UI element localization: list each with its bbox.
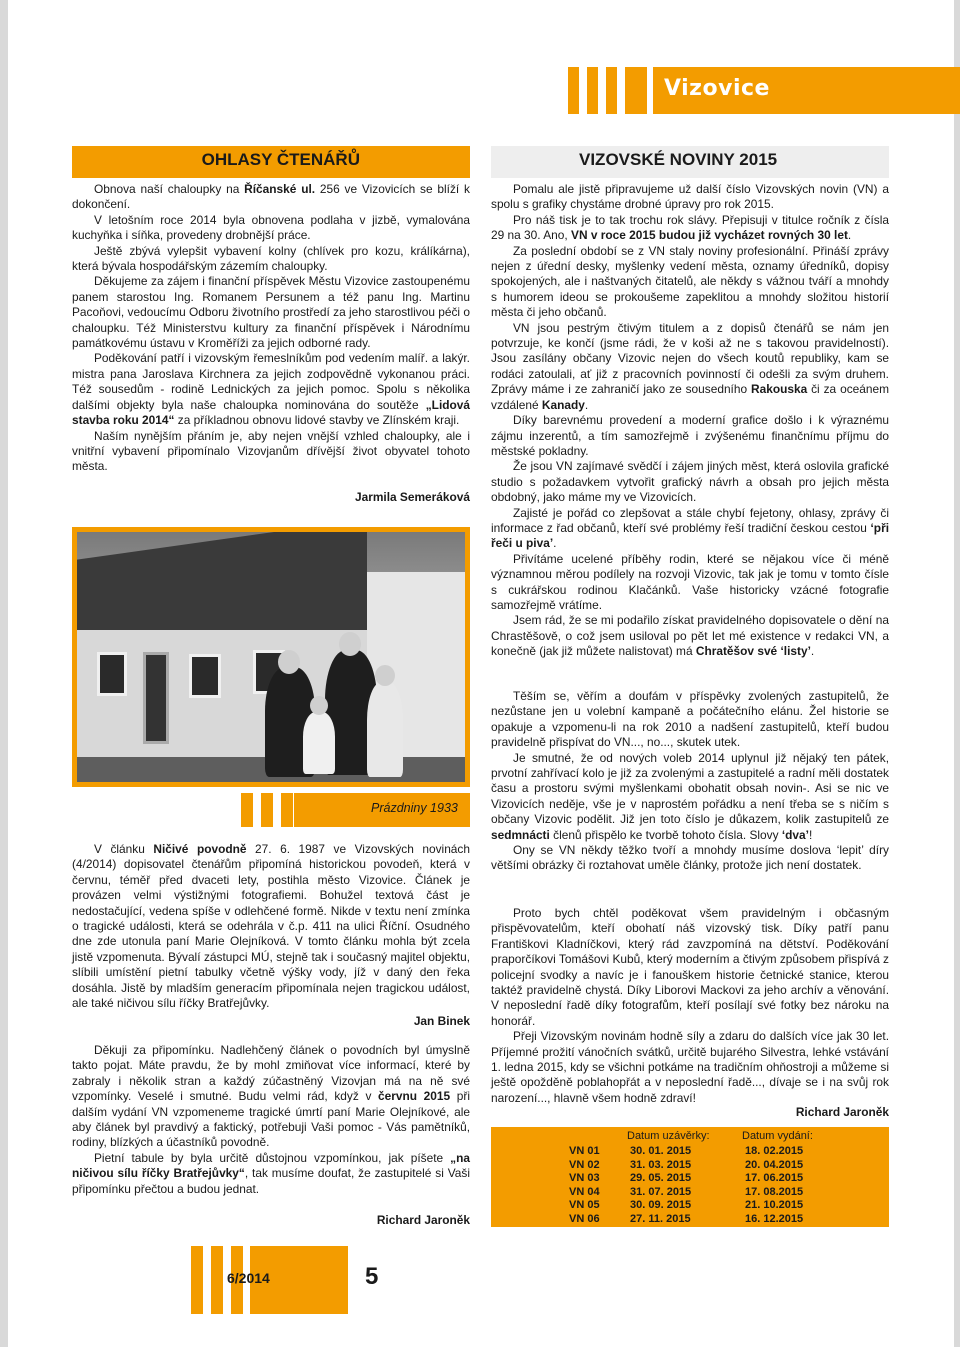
- paragraph: [491, 244, 889, 321]
- left-signature: Jarmila Semeráková: [354, 490, 470, 504]
- paragraph-text: Děkuji za připomínku. Nadlehčený článek o povodních byl úmyslně takto pojat. Máte pravdu, že by mohl zmiňovat více informací, které by zabraly i několik stran a každý zúčastněný Vizovjan má na ně své vzpomínky. Veselé i smutné. Budu velmi rád, když v: [72, 1043, 470, 1104]
- paragraph: [491, 459, 889, 505]
- photo-frame: [72, 527, 470, 787]
- paragraph-text: !: [808, 827, 813, 842]
- left-article-flood: [72, 842, 470, 1011]
- paragraph-text: Je smutné, že od nových voleb 2014 uplynul již nějaký ten pátek, prvotní zahřívací kolo je již za zvolenými a zastupitelé a radní měli dostatek času a prostoru svými myšlenkami obohatit obsah novin-. Asi se nic ve Vizovicích neděje, vše je v naprostém pořádku a není třeba se s ničím s občany Vizovic podělit. Již jen toto číslo je důkazem, kolik zastupitelů ze: [491, 750, 889, 827]
- schedule-release: 17. 08.2015: [745, 1185, 804, 1198]
- schedule-deadline: 31. 07. 2015: [630, 1185, 692, 1198]
- paragraph-text: .: [810, 644, 815, 659]
- paragraph: [491, 213, 889, 244]
- schedule-release: 18. 02.2015: [745, 1145, 804, 1157]
- paragraph-text: Zajisté je pořád co zlepšovat a stále chybí fejetony, ohlasy, zprávy či informace z řad občanů, kteří své problémy řeší tradiční českou cestou: [491, 505, 889, 535]
- schedule-row: [491, 1213, 889, 1227]
- schedule-release: 17. 06.2015: [745, 1172, 804, 1185]
- schedule-deadline: 31. 03. 2015: [630, 1158, 692, 1171]
- paragraph-text: VN jsou pestrým čtivým titulem a z dopisů čtenářů se nám jen potvrzuje, ke končí (jsme rádi, že v koši až ne s takovou pravidelností). Jsou zasílány občany Vizovic nejen do všech koutů republiky, kam se rodáci zatoulali, ať již z pracovních povinností či odešli za svým druhem. Zprávy máme i ze zahraničí jako ze sousedního: [491, 320, 889, 397]
- paragraph-text: Obnova naší chaloupky na: [94, 182, 245, 196]
- right-article-part1: [491, 182, 889, 660]
- paragraph-text: 27. 6. 1987 ve Vizovských novinách (4/2014) dopisovatel čtenářům připomíná historickou povodeň, která v červnu, téměř před dvaceti lety, postihla město Vizovice. Článek je provázen velmi výstižnými fotografiemi. Bohužel textová část je nedostačující, vedena spíše v odlehčené formě. Nikde v textu není zmínka o tragické události, která se odehrála v č.p. 411 na ulici Říční. Osudného dne zde utonula paní Marie Olejníková. V tomto článku mohla být zcela jistě vzpomenuta. Bývalí zástupci MÚ, stejně tak i současný majitel objektu, slíbili umístění pietní tabulky včetně výšky vody, jíž v daný den řeka dosáhla. Jistě by mladším generacím připomínala nejen tragickou událost, ale také ničivou sílu říčky Bratřejůvky.: [72, 842, 470, 1011]
- paragraph-text: Ještě zbývá vylepšit vybavení kolny (chlívek pro kozu, králíkárna), která bývala hospodářským zázemím chaloupky.: [72, 243, 470, 274]
- schedule-row: [491, 1145, 889, 1159]
- emphasis-text: „na ničivou sílu říčky Bratřejůvky“: [72, 1150, 470, 1181]
- page-number: 5: [365, 1263, 379, 1290]
- header-title: Vizovice: [664, 76, 770, 101]
- paragraph: [491, 1029, 889, 1106]
- paragraph: [491, 321, 889, 413]
- emphasis-text: Rakouska: [751, 382, 808, 397]
- right-section-heading: [491, 146, 889, 178]
- schedule-row: [491, 1159, 889, 1173]
- schedule-header-deadline: Datum uzávěrky:: [627, 1130, 710, 1142]
- paragraph: [72, 182, 470, 213]
- issue-number: 6/2014: [227, 1270, 270, 1286]
- paragraph-text: Pomalu ale jistě připravujeme už další číslo Vizovských novin (VN) a spolu s grafiky chystáme drobné úpravy pro rok 2015.: [491, 182, 889, 212]
- emphasis-text: Chratěšov své ‘listy’: [695, 644, 811, 659]
- paragraph: [72, 213, 470, 244]
- paragraph: [72, 1043, 470, 1151]
- paragraph-text: Děkujeme za zájem i finanční příspěvek Městu Vizovice zastoupenému panem starostou Ing. Romanem Persunem a též panu Ing. Martinu Pacoňovi, vedoucímu Odboru životního prostředí za jeho starostlivou péči o chaloupku. Též Ministerstvu kultury za finanční příspěvek i Národnímu památkovému ústavu v Kroměříži za jejich odborné rady.: [72, 274, 470, 351]
- right-signature: Richard Jaroněk: [795, 1105, 889, 1119]
- schedule-id: VN 01: [569, 1145, 600, 1157]
- paragraph: [491, 506, 889, 552]
- emphasis-text: Ničivé povodně: [153, 842, 247, 856]
- emphasis-text: Kanady: [541, 397, 585, 412]
- emphasis-text: „Lidová stavba roku 2014“: [72, 397, 470, 428]
- schedule-deadline: 29. 05. 2015: [630, 1172, 692, 1185]
- paragraph-text: V letošním roce 2014 byla obnovena podlaha v jizbě, vymalována kuchyňka i síňka, provedeny drobnější práce.: [72, 212, 470, 243]
- paragraph-text: .: [584, 397, 589, 412]
- paragraph-text: při dalším vydání VN vzpomeneme tragické úmrtí paní Marie Olejníkové, ale aby článek byl pravdivý a faktický, potřebuji Vaši pomoc - Vás pamětníků, rodiny, blízkých a účastníků povodně.: [72, 1089, 470, 1150]
- paragraph: [72, 351, 470, 428]
- release-schedule: [491, 1127, 889, 1227]
- paragraph: [491, 751, 889, 843]
- paragraph: [72, 429, 470, 475]
- left-section-title: OHLASY ČTENÁŘŮ: [201, 150, 360, 169]
- paragraph-text: V článku: [94, 842, 154, 856]
- paragraph-text: Pietní tabule by byla určitě důstojnou vzpomínkou, jak píšete: [94, 1150, 451, 1165]
- paragraph-text: 256 ve Vizovicích se blíží k dokončení.: [72, 182, 470, 212]
- paragraph-text: Proto bych chtěl poděkovat všem pravidelným i občasným přispěvovatelům, kteří obohatí náš vizovský tisk. Díky patří panu Františkovi Kladníčkovi, který rád zavzpomíná na dětství. Poděkování praporčíkovi Tomášovi Kubů, který moderním a čtivým způsobem přispívá z policejní svodky a navíc je i fanouškem historie četnické stanice, kterou taktéž pravidelně chystá. Díky Liborovi Mackovi za jeho archív a věnování. V neposlední řadě díky fotografům, kteří posílají své fotky bez nároku na honorář.: [491, 906, 889, 1028]
- right-article-part2: [491, 689, 889, 874]
- paragraph-text: Ony se VN někdy těžko tvoří a mnohdy musíme doslova ‘lepit’ díry většími obrázky či roztahovat uměle články, protože jich není dostatek.: [491, 843, 889, 873]
- schedule-id: VN 02: [569, 1158, 600, 1171]
- emphasis-text: sedmnácti: [491, 827, 550, 842]
- paragraph: [491, 843, 889, 874]
- schedule-id: VN 04: [569, 1185, 600, 1198]
- paragraph-text: Jsem rád, že se mi podařilo získat pravidelného dopisovatele o dění na Chrastěšově, o což jsem usiloval po pět let mé existence v redakci VN, a konečně (jak již můžete nalistovat) má: [491, 613, 889, 659]
- schedule-row: [491, 1199, 889, 1213]
- left-section-heading: [72, 146, 470, 178]
- schedule-id: VN 06: [569, 1213, 600, 1225]
- left-signature-2: Jan Binek: [413, 1014, 470, 1028]
- paragraph-text: Těším se, věřím a doufám v příspěvky zvolených zastupitelů, že nezůstane jen u volební kampaně a počátečního elánu. Žel historie se opakuje a vzpomenu-li na rok 2010 a nadšení zastupitelů, kteří budou pravidelně přispívat do VN..., no..., skutek utek.: [491, 689, 889, 750]
- left-article-letters: [72, 182, 470, 475]
- schedule-release: 20. 04.2015: [745, 1158, 804, 1171]
- paragraph: [491, 413, 889, 459]
- paragraph: [491, 613, 889, 659]
- schedule-row: [491, 1172, 889, 1186]
- emphasis-text: červnu 2015: [378, 1089, 451, 1104]
- paragraph-text: za příkladnou obnovu lidové stavby ve Zlínském kraji.: [174, 413, 460, 428]
- paragraph: [491, 182, 889, 213]
- paragraph-text: Za poslední období se z VN staly noviny profesionální. Přináší zprávy nejen z úřední desky, myšlenky vedení města, oznamy úředníků, dopisy spokojených, ale i naštvaných čitatelů, ale někdy s vážnou tváří a mnohdy s humorem ideou se prokoušeme zapeklitou a mnohdy složitou historií města či jeho občanů.: [491, 243, 889, 320]
- paragraph-text: Přivítáme ucelené příběhy rodin, které se nějakou více či méně významnou měrou podílely na rozvoji Vizovic, tak jak je tomu v tomto čísle s cukrářskou rodinou Klačánků. Vaše historicky vzácné fotografie samozřejmě vrátíme.: [491, 551, 889, 612]
- paragraph: [491, 552, 889, 614]
- schedule-release: 16. 12.2015: [745, 1213, 804, 1225]
- historic-family-photo: [77, 532, 465, 782]
- paragraph-text: členů přispělo ke tvorbě tohoto čísla. Slovy: [549, 827, 782, 842]
- paragraph: [72, 274, 470, 351]
- emphasis-text: Říčanské ul.: [244, 182, 316, 196]
- paragraph-text: Poděkování patří i vizovským řemeslníkům pod vedením malíř. a lakýr. mistra pana Jaroslava Kirchnera za jejich zodpovědně vykonanou práci. Též sousedům - rodině Lednických za jejich pomoc. Spolu s několika dalšími objekty byla naše chaloupka nominována do soutěže: [72, 351, 470, 412]
- paragraph-text: Díky barevnému provedení a moderní grafice došlo i k výraznému zájmu inzerentů, a tím samozřejmě i zvýšenému finančnímu příjmu do městské pokladny.: [491, 413, 889, 458]
- right-article-part3: [491, 906, 889, 1106]
- schedule-deadline: 30. 01. 2015: [630, 1145, 692, 1157]
- paragraph-text: .: [847, 228, 852, 243]
- paragraph-text: Naším nynějším přáním je, aby nejen vnější vzhled chaloupky, ale i vnitřní vybavení připomínalo Vizovjanům dřívější život obyvatel tohoto města.: [72, 428, 470, 474]
- paragraph-text: , tak musíme doufat, že zastupitelé si Vaši připomínku přečtou a budou jednat.: [72, 1166, 470, 1196]
- schedule-id: VN 03: [569, 1172, 600, 1185]
- emphasis-text: VN v roce 2015 budou již vycházet rovných 30 let: [571, 228, 848, 243]
- schedule-release: 21. 10.2015: [745, 1199, 804, 1212]
- paragraph: [72, 244, 470, 275]
- schedule-id: VN 05: [569, 1199, 600, 1212]
- paragraph: [491, 689, 889, 751]
- schedule-row: [491, 1186, 889, 1200]
- left-article-reply: [72, 1043, 470, 1197]
- schedule-deadline: 30. 09. 2015: [630, 1199, 692, 1212]
- emphasis-text: ‘dva’: [781, 827, 809, 842]
- left-signature-3: Richard Jaroněk: [376, 1213, 470, 1227]
- right-section-title: VIZOVSKÉ NOVINY 2015: [579, 150, 778, 169]
- paragraph-text: Pro náš tisk je to tak trochu rok slávy. Přepisuji v titulce ročník z čísla 29 na 30. Ano,: [491, 212, 889, 243]
- paragraph-text: Že jsou VN zajímavé svědčí i zájem jiných měst, která oslovila grafické studio s požadavkem vytvořit grafický návrh a obsah pro jejich města obdobný, jako máme my ve Vizovicích.: [491, 459, 889, 505]
- emphasis-text: ‘při řeči u piva’: [491, 520, 889, 551]
- paragraph: [491, 906, 889, 1029]
- paragraph-text: Přeji Vizovským novinám hodně síly a zdaru do dalších více jak 30 let. Příjemné prožití vánočních svátků, určitě bujarého Silvestra, lehké vstávání 1. ledna 2015, kdy se všichni potkáme na tradičním ohňostroji a můžeme si ještě opožděně poblahopřát a v neposlední řadě..., dívaje se i na svůj rok narození..., hlavně všem hodně zdraví!: [491, 1029, 889, 1105]
- paragraph: [72, 1151, 470, 1197]
- photo-caption: Prázdniny 1933: [371, 801, 458, 815]
- paragraph-text: .: [553, 536, 557, 551]
- paragraph-text: či za oceánem vzdálené: [491, 382, 889, 412]
- schedule-header-release: Datum vydání:: [742, 1130, 813, 1142]
- schedule-deadline: 27. 11. 2015: [630, 1213, 691, 1225]
- paragraph: [72, 842, 470, 1011]
